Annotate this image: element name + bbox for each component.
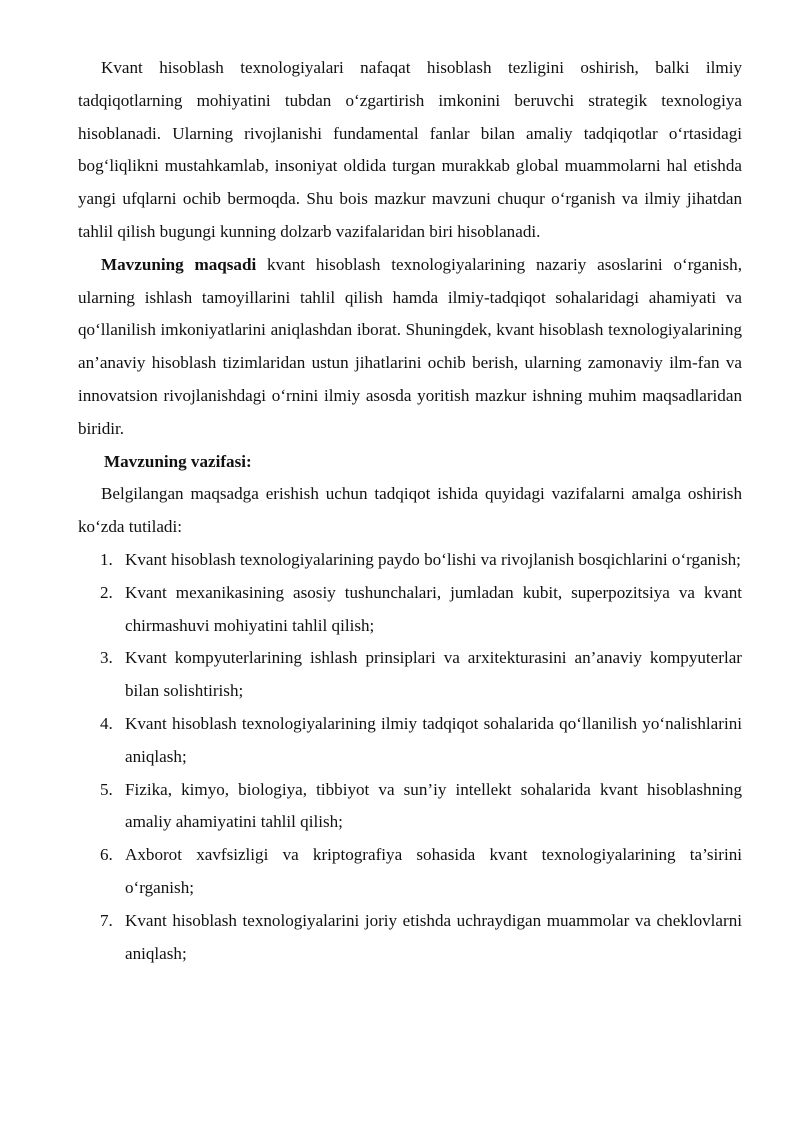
- list-item: [78, 577, 742, 643]
- list-item-number: 5.: [100, 779, 113, 799]
- list-item-number: 3.: [100, 648, 113, 668]
- goal-label: Mavzuning maqsadi: [101, 254, 257, 274]
- intro-paragraph: Kvant hisoblash texnologiyalari nafaqat hisoblash tezligini oshirish, balki ilmiy tadqiqotlarning mohiyatini tubdan o‘zgartirish imkonini beruvchi strategik texnologiya hisoblanadi. Ularning rivojlanishi fundamental fanlar bilan amaliy tadqiqotlar o‘rtasidagi bog‘liqlikni mustahkamlab, insoniyat oldida turgan murakkab global muammolarni hal etishda yangi ufqlarni ochib bermoqda. Shu bois mazkur mavzuni chuqur o‘rganish va ilmiy jihatdan tahlil qilish bugungi kunning dolzarb vazifalaridan biri hisoblanadi.: [78, 58, 742, 241]
- list-item: [78, 774, 742, 840]
- list-item-text: Kvant kompyuterlarining ishlash prinsiplari va arxitekturasini an’anaviy kompyuterlar bilan solishtirish;: [125, 648, 742, 701]
- list-item-text: Axborot xavfsizligi va kriptografiya sohasida kvant texnologiyalarining ta’sirini o‘rganish;: [125, 845, 742, 897]
- list-item: [78, 905, 742, 971]
- list-item-text: Kvant hisoblash texnologiyalarining ilmiy tadqiqot sohalarida qo‘llanilish yo‘nalishlarini aniqlash;: [125, 713, 742, 766]
- tasks-list: [78, 544, 742, 970]
- list-item: [78, 544, 742, 577]
- list-item-number: 6.: [100, 845, 113, 865]
- document-page: [78, 52, 742, 970]
- list-item-number: 4.: [100, 713, 113, 733]
- list-item-number: 1.: [100, 549, 113, 569]
- list-item: [78, 839, 742, 905]
- list-item-number: 7.: [100, 910, 113, 930]
- list-item-number: 2.: [100, 582, 113, 602]
- list-item: [78, 642, 742, 708]
- list-item-text: Kvant hisoblash texnologiyalarining paydo bo‘lishi va rivojlanish bosqichlarini o‘rganish;: [125, 549, 741, 569]
- list-item-text: Fizika, kimyo, biologiya, tibbiyot va sun’iy intellekt sohalarida kvant hisoblashning amaliy ahamiyatini tahlil qilish;: [125, 779, 742, 832]
- list-item: [78, 708, 742, 774]
- tasks-intro: Belgilangan maqsadga erishish uchun tadqiqot ishida quyidagi vazifalarni amalga oshirish ko‘zda tutiladi:: [78, 484, 742, 537]
- list-item-text: Kvant mexanikasining asosiy tushunchalari, jumladan kubit, superpozitsiya va kvant chirmashuvi mohiyatini tahlil qilish;: [125, 582, 742, 635]
- tasks-heading: Mavzuning vazifasi:: [104, 451, 252, 471]
- list-item-text: Kvant hisoblash texnologiyalarini joriy etishda uchraydigan muammolar va cheklovlarni aniqlash;: [125, 910, 742, 963]
- goal-paragraph: [78, 249, 742, 446]
- goal-text: kvant hisoblash texnologiyalarining nazariy asoslarini o‘rganish, ularning ishlash tamoyillarini tahlil qilish hamda ilmiy-tadqiqot sohalaridagi ahamiyati va qo‘llanilish imkoniyatlarini aniqlashdan iborat. Shuningdek, kvant hisoblash texnologiyalarining an’anaviy hisoblash tizimlaridan ustun jihatlarini ochib berish, ularning zamonaviy ilm-fan va innovatsion rivojlanishdagi o‘rnini ilmiy asosda yoritish mazkur ishning muhim maqsadlaridan biridir.: [78, 254, 742, 438]
